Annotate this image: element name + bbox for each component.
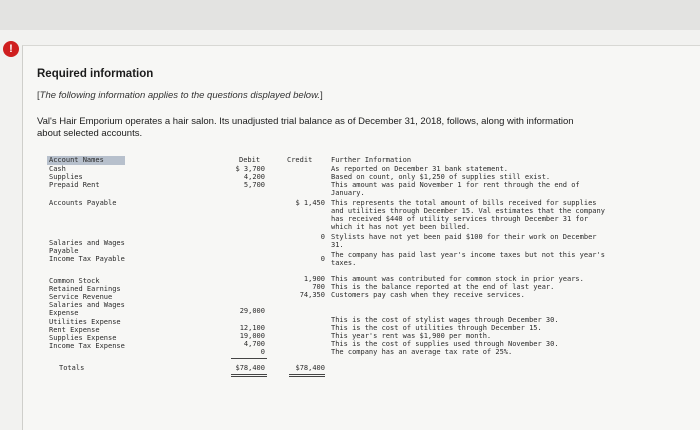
info-line: This is the cost of supplies used through November 30.: [331, 340, 559, 348]
info-line: This is the balance reported at the end of last year.: [331, 283, 555, 291]
credit-total: $78,400: [295, 364, 325, 372]
info-line: taxes.: [331, 259, 357, 267]
info-line: As reported on December 31 bank statement.: [331, 165, 509, 173]
account-name: Income Tax Payable: [49, 255, 125, 263]
account-name: Service Revenue: [49, 293, 113, 301]
debit-value: 4,700: [243, 340, 265, 348]
debit-double-underline: [231, 374, 267, 377]
info-line: January.: [331, 189, 365, 197]
credit-value: 700: [312, 283, 325, 291]
bracket-open: [: [37, 90, 40, 101]
account-name: Rent Expense: [49, 326, 100, 334]
header-account-names: Account Names: [47, 156, 125, 165]
debit-value: 29,000: [239, 307, 265, 315]
alert-icon: !: [3, 41, 19, 57]
debit-underline: [231, 358, 267, 359]
credit-double-underline: [289, 374, 325, 377]
top-bar: [0, 0, 700, 30]
account-name: Salaries and Wages: [49, 301, 125, 309]
question-card: [22, 45, 700, 430]
credit-value: 74,350: [299, 291, 325, 299]
info-line: Stylists have not yet been paid $100 for their work on December: [331, 233, 597, 241]
account-name: Common Stock: [49, 277, 100, 285]
debit-value: 4,200: [243, 173, 265, 181]
account-name: Accounts Payable: [49, 199, 117, 207]
info-line: This is the cost of utilities through December 15.: [331, 324, 542, 332]
info-line: which it has not yet been billed.: [331, 223, 471, 231]
credit-value: 0: [320, 255, 325, 263]
totals-label: Totals: [59, 364, 85, 372]
account-name: Expense: [49, 309, 79, 317]
account-name: Supplies: [49, 173, 83, 181]
debit-value: 19,000: [239, 332, 265, 340]
account-name: Income Tax Expense: [49, 342, 125, 350]
page-title: Required information: [37, 68, 154, 80]
info-line: The company has an average tax rate of 25%.: [331, 348, 513, 356]
info-line: This year's rent was $1,900 per month.: [331, 332, 492, 340]
account-name: Cash: [49, 165, 66, 173]
account-name: Supplies Expense: [49, 334, 117, 342]
info-line: This amount was contributed for common stock in prior years.: [331, 275, 584, 283]
account-name: Retained Earnings: [49, 285, 121, 293]
credit-value: $ 1,450: [295, 199, 325, 207]
account-name: Payable: [49, 247, 79, 255]
debit-value: 5,700: [243, 181, 265, 189]
info-line: This represents the total amount of bills received for supplies: [331, 199, 597, 207]
instruction-text: The following information applies to the questions displayed below.: [39, 90, 321, 101]
debit-total: $78,400: [235, 364, 265, 372]
info-line: This amount was paid November 1 for rent through the end of: [331, 181, 580, 189]
account-name: Salaries and Wages: [49, 239, 125, 247]
info-line: This is the cost of stylist wages through December 30.: [331, 316, 559, 324]
bracket-close: ]: [320, 90, 323, 101]
credit-value: 0: [320, 233, 325, 241]
debit-value: $ 3,700: [235, 165, 265, 173]
info-line: Customers pay cash when they receive services.: [331, 291, 525, 299]
debit-value: 12,100: [239, 324, 265, 332]
info-line: has received $440 of utility services through December 31 for: [331, 215, 589, 223]
credit-value: 1,900: [303, 275, 325, 283]
header-debit: Debit: [239, 156, 261, 164]
trial-balance-table: [47, 156, 657, 396]
intro-paragraph: Val's Hair Emporium operates a hair salon. Its unadjusted trial balance as of December 31, 2018, follows, along with information about selected accounts.: [37, 116, 574, 139]
info-line: and utilities through December 15. Val estimates that the company: [331, 207, 605, 215]
instruction-note: [37, 90, 323, 101]
info-line: Based on count, only $1,250 of supplies still exist.: [331, 173, 551, 181]
debit-value: 0: [260, 348, 265, 356]
header-further-info: Further Information: [331, 156, 412, 164]
account-name: Prepaid Rent: [49, 181, 100, 189]
account-name: Utilities Expense: [49, 318, 121, 326]
header-credit: Credit: [287, 156, 313, 164]
info-line: The company has paid last year's income taxes but not this year's: [331, 251, 605, 259]
info-line: 31.: [331, 241, 344, 249]
